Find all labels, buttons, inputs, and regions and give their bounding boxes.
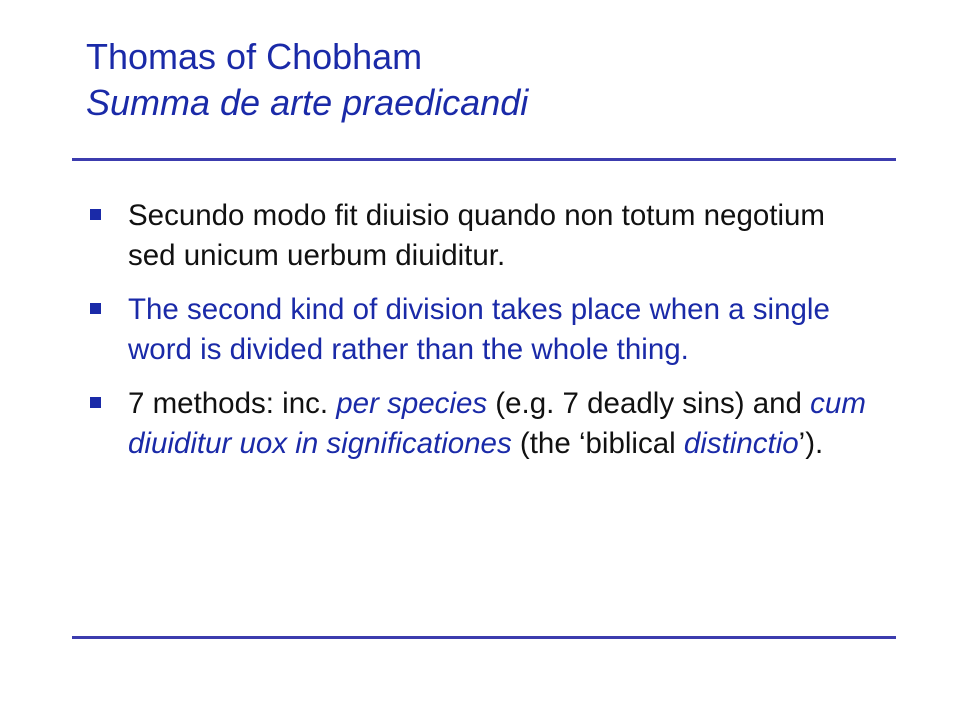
- square-bullet-icon: [90, 397, 101, 408]
- methods-text: (e.g. 7 deadly sins) and: [487, 387, 811, 420]
- bullet-item-translation: [90, 290, 880, 370]
- methods-text: 7 methods: inc.: [128, 387, 337, 420]
- square-bullet-icon: [90, 303, 101, 314]
- title-author: Thomas of Chobham: [86, 36, 423, 77]
- bullet-text: Secundo modo fit diuisio quando non totum negotium sed unicum uerbum diuiditur.: [128, 199, 825, 272]
- slide-title: [86, 34, 886, 126]
- bullet-list: [90, 196, 880, 478]
- methods-text: ’).: [798, 427, 824, 460]
- top-divider: [72, 158, 896, 161]
- bullet-text: [128, 387, 866, 460]
- bottom-divider: [72, 636, 896, 639]
- latin-term: cum diuiditur uox in significationes: [128, 387, 866, 460]
- methods-text: (the ‘biblical: [511, 427, 684, 460]
- title-work: Summa de arte praedicandi: [86, 82, 529, 123]
- square-bullet-icon: [90, 209, 101, 220]
- latin-term: distinctio: [683, 427, 799, 460]
- bullet-item-methods: [90, 384, 880, 464]
- bullet-text: The second kind of division takes place when a single word is divided rather than the whole thing.: [128, 293, 830, 366]
- latin-term: per species: [336, 387, 488, 420]
- bullet-item-latin: [90, 196, 880, 276]
